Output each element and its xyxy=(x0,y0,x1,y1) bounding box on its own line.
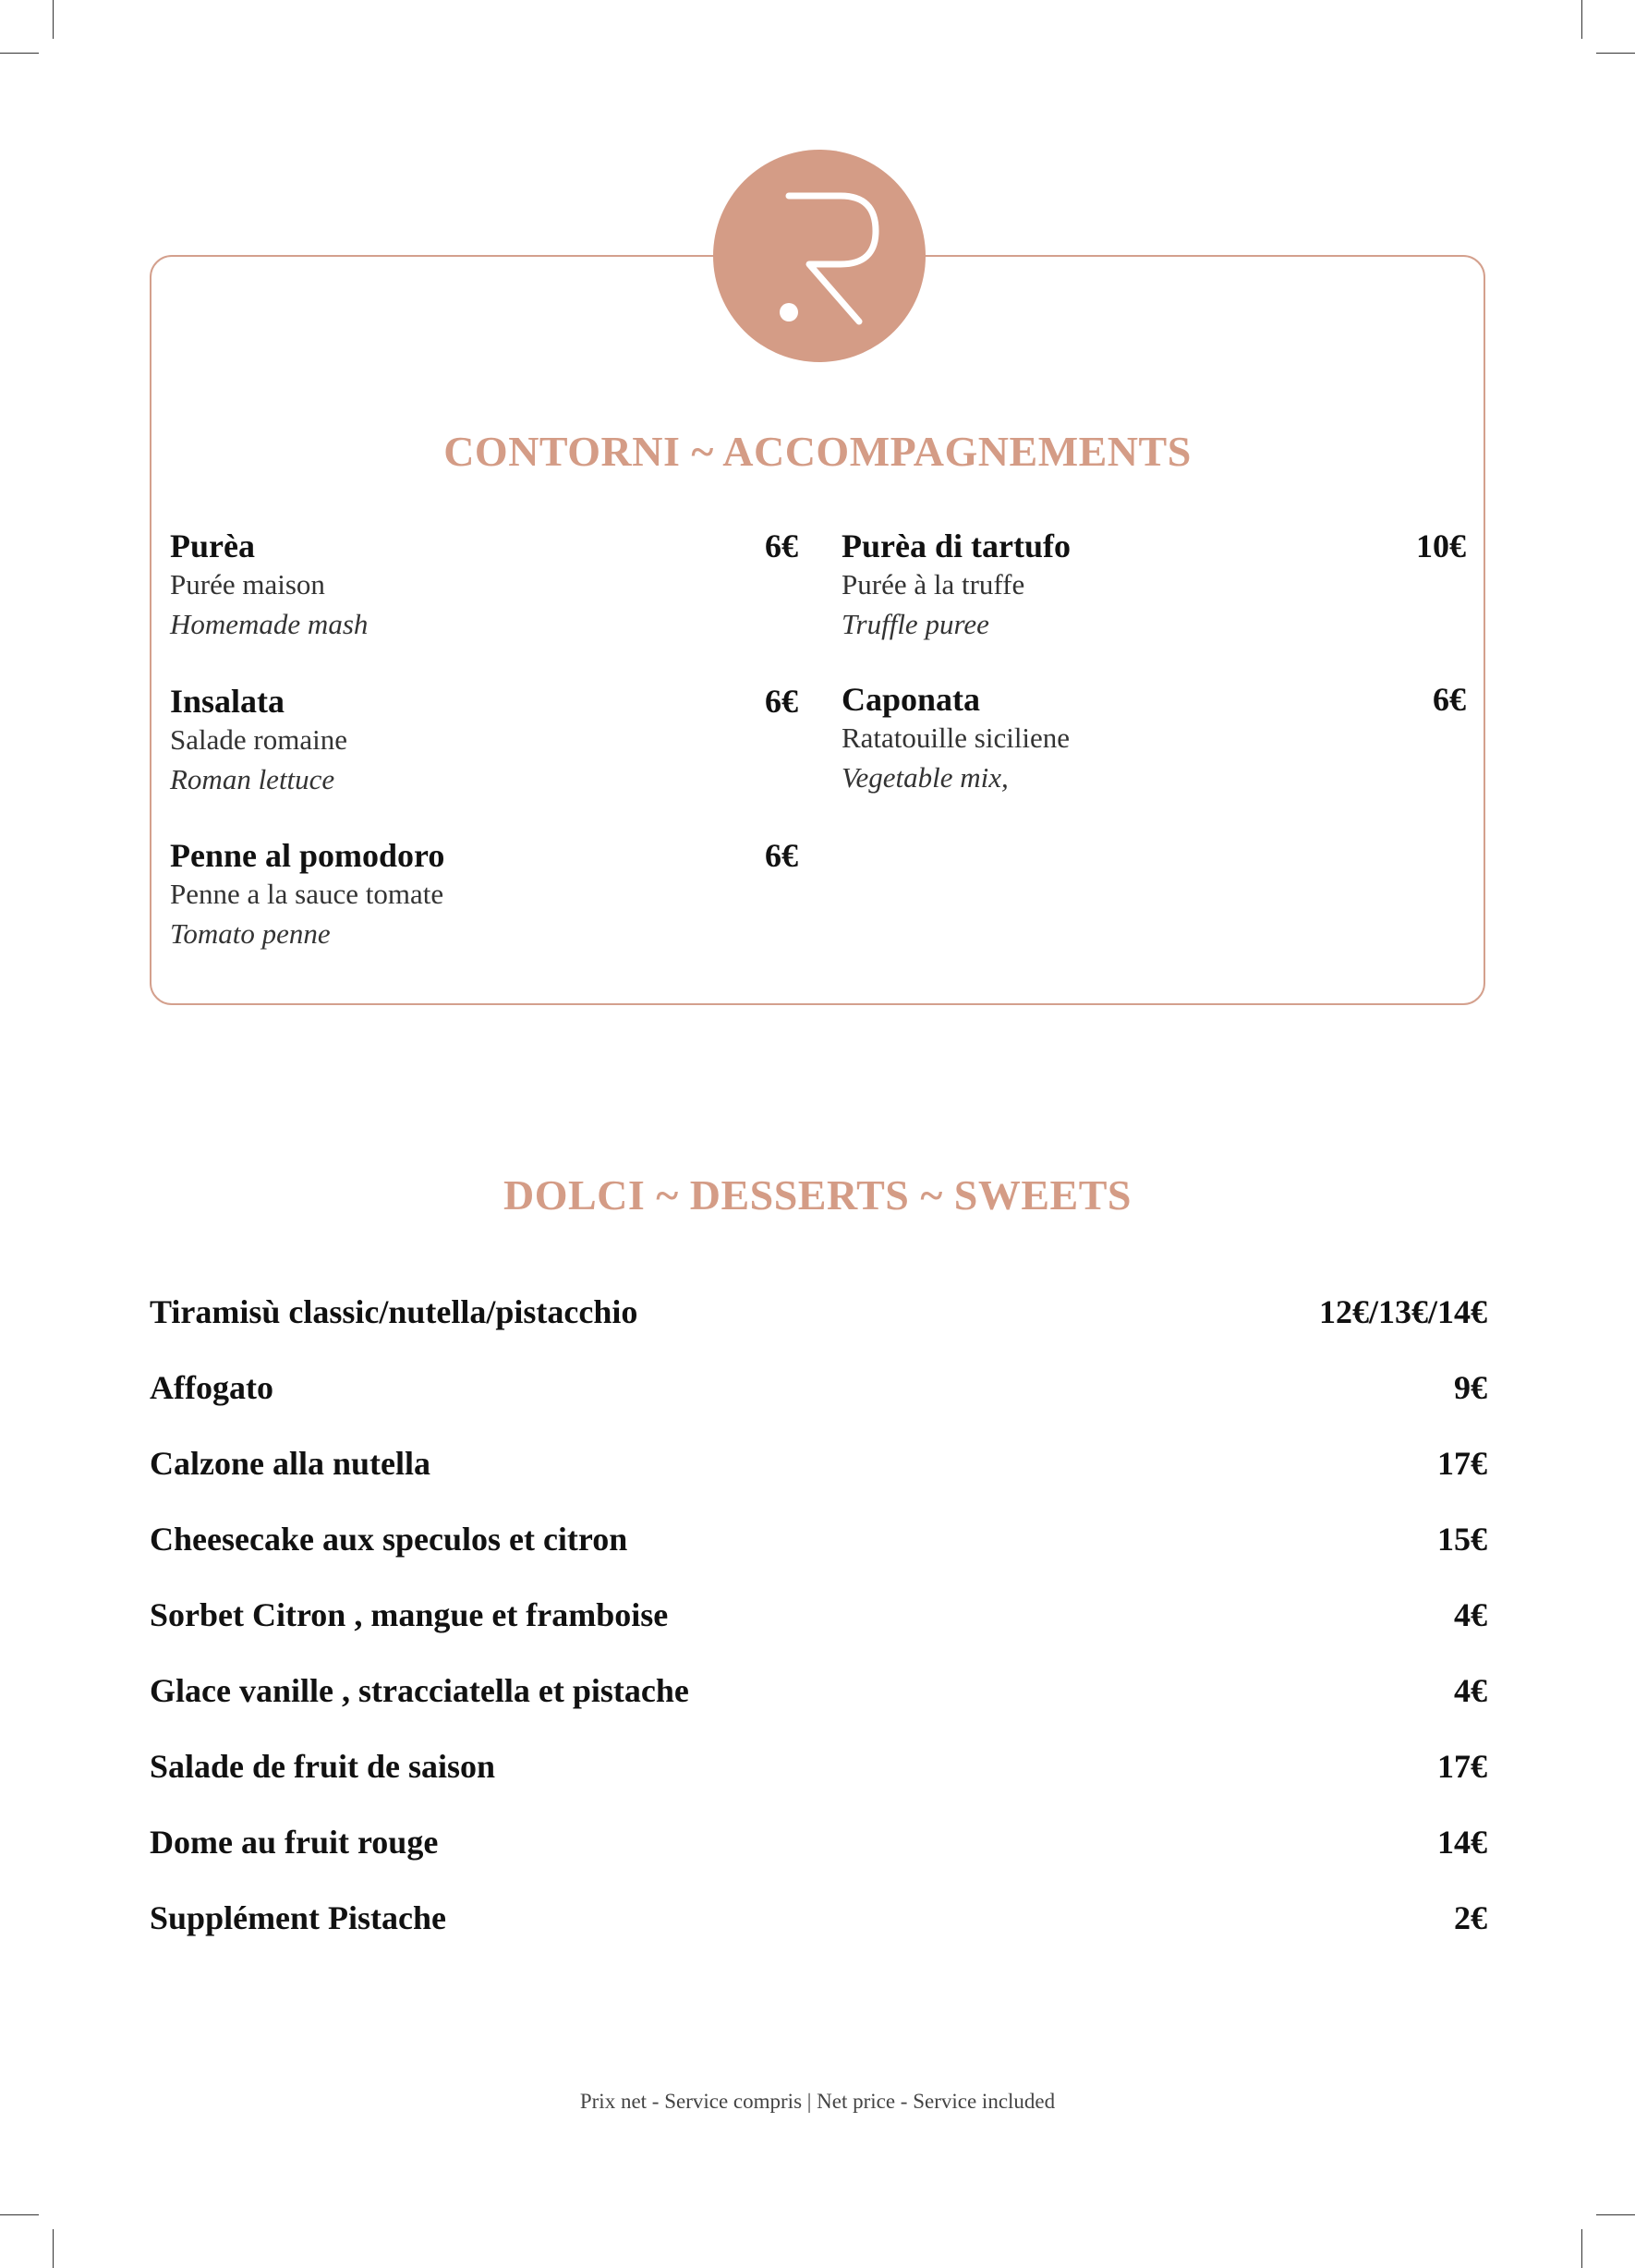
dessert-price: 15€ xyxy=(1437,1521,1487,1558)
dessert-price: 14€ xyxy=(1437,1824,1487,1861)
dessert-item xyxy=(150,1668,1487,1714)
side-item xyxy=(842,527,1466,645)
r-logo-icon xyxy=(713,150,926,362)
dessert-name: Dome au fruit rouge xyxy=(150,1824,439,1861)
restaurant-logo xyxy=(713,150,926,362)
item-description-fr: Purée à la truffe xyxy=(842,568,1025,600)
side-item xyxy=(170,682,798,800)
item-price: 10€ xyxy=(1416,528,1466,564)
dessert-item xyxy=(150,1440,1487,1486)
dessert-name: Calzone alla nutella xyxy=(150,1445,430,1482)
crop-mark xyxy=(53,2229,54,2268)
item-description-en: Vegetable mix, xyxy=(842,761,1009,794)
dessert-price: 17€ xyxy=(1437,1748,1487,1785)
price-footnote: Prix net - Service compris | Net price - Service included xyxy=(579,2090,1056,2113)
dessert-name: Affogato xyxy=(150,1369,273,1406)
item-name: Purèa di tartufo xyxy=(842,528,1071,564)
item-price: 6€ xyxy=(765,837,798,874)
side-item xyxy=(170,836,798,954)
dessert-price: 4€ xyxy=(1454,1672,1487,1709)
dessert-name: Supplément Pistache xyxy=(150,1899,447,1936)
dessert-name: Cheesecake aux speculos et citron xyxy=(150,1521,628,1558)
side-item xyxy=(170,527,798,645)
crop-mark xyxy=(1581,0,1582,39)
item-description-en: Homemade mash xyxy=(170,608,369,640)
crop-mark xyxy=(1581,2229,1582,2268)
item-description-fr: Ratatouille siciliene xyxy=(842,722,1071,754)
item-name: Insalata xyxy=(170,683,285,720)
dessert-item xyxy=(150,1364,1487,1411)
dessert-name: Sorbet Citron , mangue et framboise xyxy=(150,1596,669,1633)
item-name: Penne al pomodoro xyxy=(170,837,445,874)
item-description-fr: Salade romaine xyxy=(170,723,347,756)
dessert-price: 2€ xyxy=(1454,1899,1487,1936)
item-price: 6€ xyxy=(765,528,798,564)
dessert-item xyxy=(150,1895,1487,1941)
side-item xyxy=(842,680,1466,798)
dessert-item xyxy=(150,1743,1487,1789)
item-description-en: Truffle puree xyxy=(842,608,989,640)
dessert-item xyxy=(150,1516,1487,1562)
item-description-en: Roman lettuce xyxy=(170,763,335,795)
item-name: Caponata xyxy=(842,681,981,718)
item-description-en: Tomato penne xyxy=(170,917,331,950)
item-price: 6€ xyxy=(1433,681,1466,718)
crop-mark xyxy=(53,0,54,39)
item-price: 6€ xyxy=(765,683,798,720)
dessert-item xyxy=(150,1289,1487,1335)
crop-mark xyxy=(1596,53,1635,54)
item-description-fr: Purée maison xyxy=(170,568,325,600)
dessert-price: 9€ xyxy=(1454,1369,1487,1406)
dolci-title: DOLCI ~ DESSERTS ~ SWEETS xyxy=(503,1171,1132,1219)
dessert-price: 4€ xyxy=(1454,1596,1487,1633)
dessert-price: 12€/13€/14€ xyxy=(1318,1293,1487,1330)
dessert-name: Salade de fruit de saison xyxy=(150,1748,496,1785)
item-name: Purèa xyxy=(170,528,255,564)
contorni-title: CONTORNI ~ ACCOMPAGNEMENTS xyxy=(443,428,1192,475)
crop-mark xyxy=(0,2214,39,2215)
dessert-price: 17€ xyxy=(1437,1445,1487,1482)
crop-mark xyxy=(1596,2214,1635,2215)
dessert-name: Glace vanille , stracciatella et pistache xyxy=(150,1672,689,1709)
crop-mark xyxy=(0,53,39,54)
item-description-fr: Penne a la sauce tomate xyxy=(170,878,444,910)
dessert-item xyxy=(150,1819,1487,1865)
dessert-item xyxy=(150,1592,1487,1638)
dessert-name: Tiramisù classic/nutella/pistacchio xyxy=(150,1293,638,1330)
